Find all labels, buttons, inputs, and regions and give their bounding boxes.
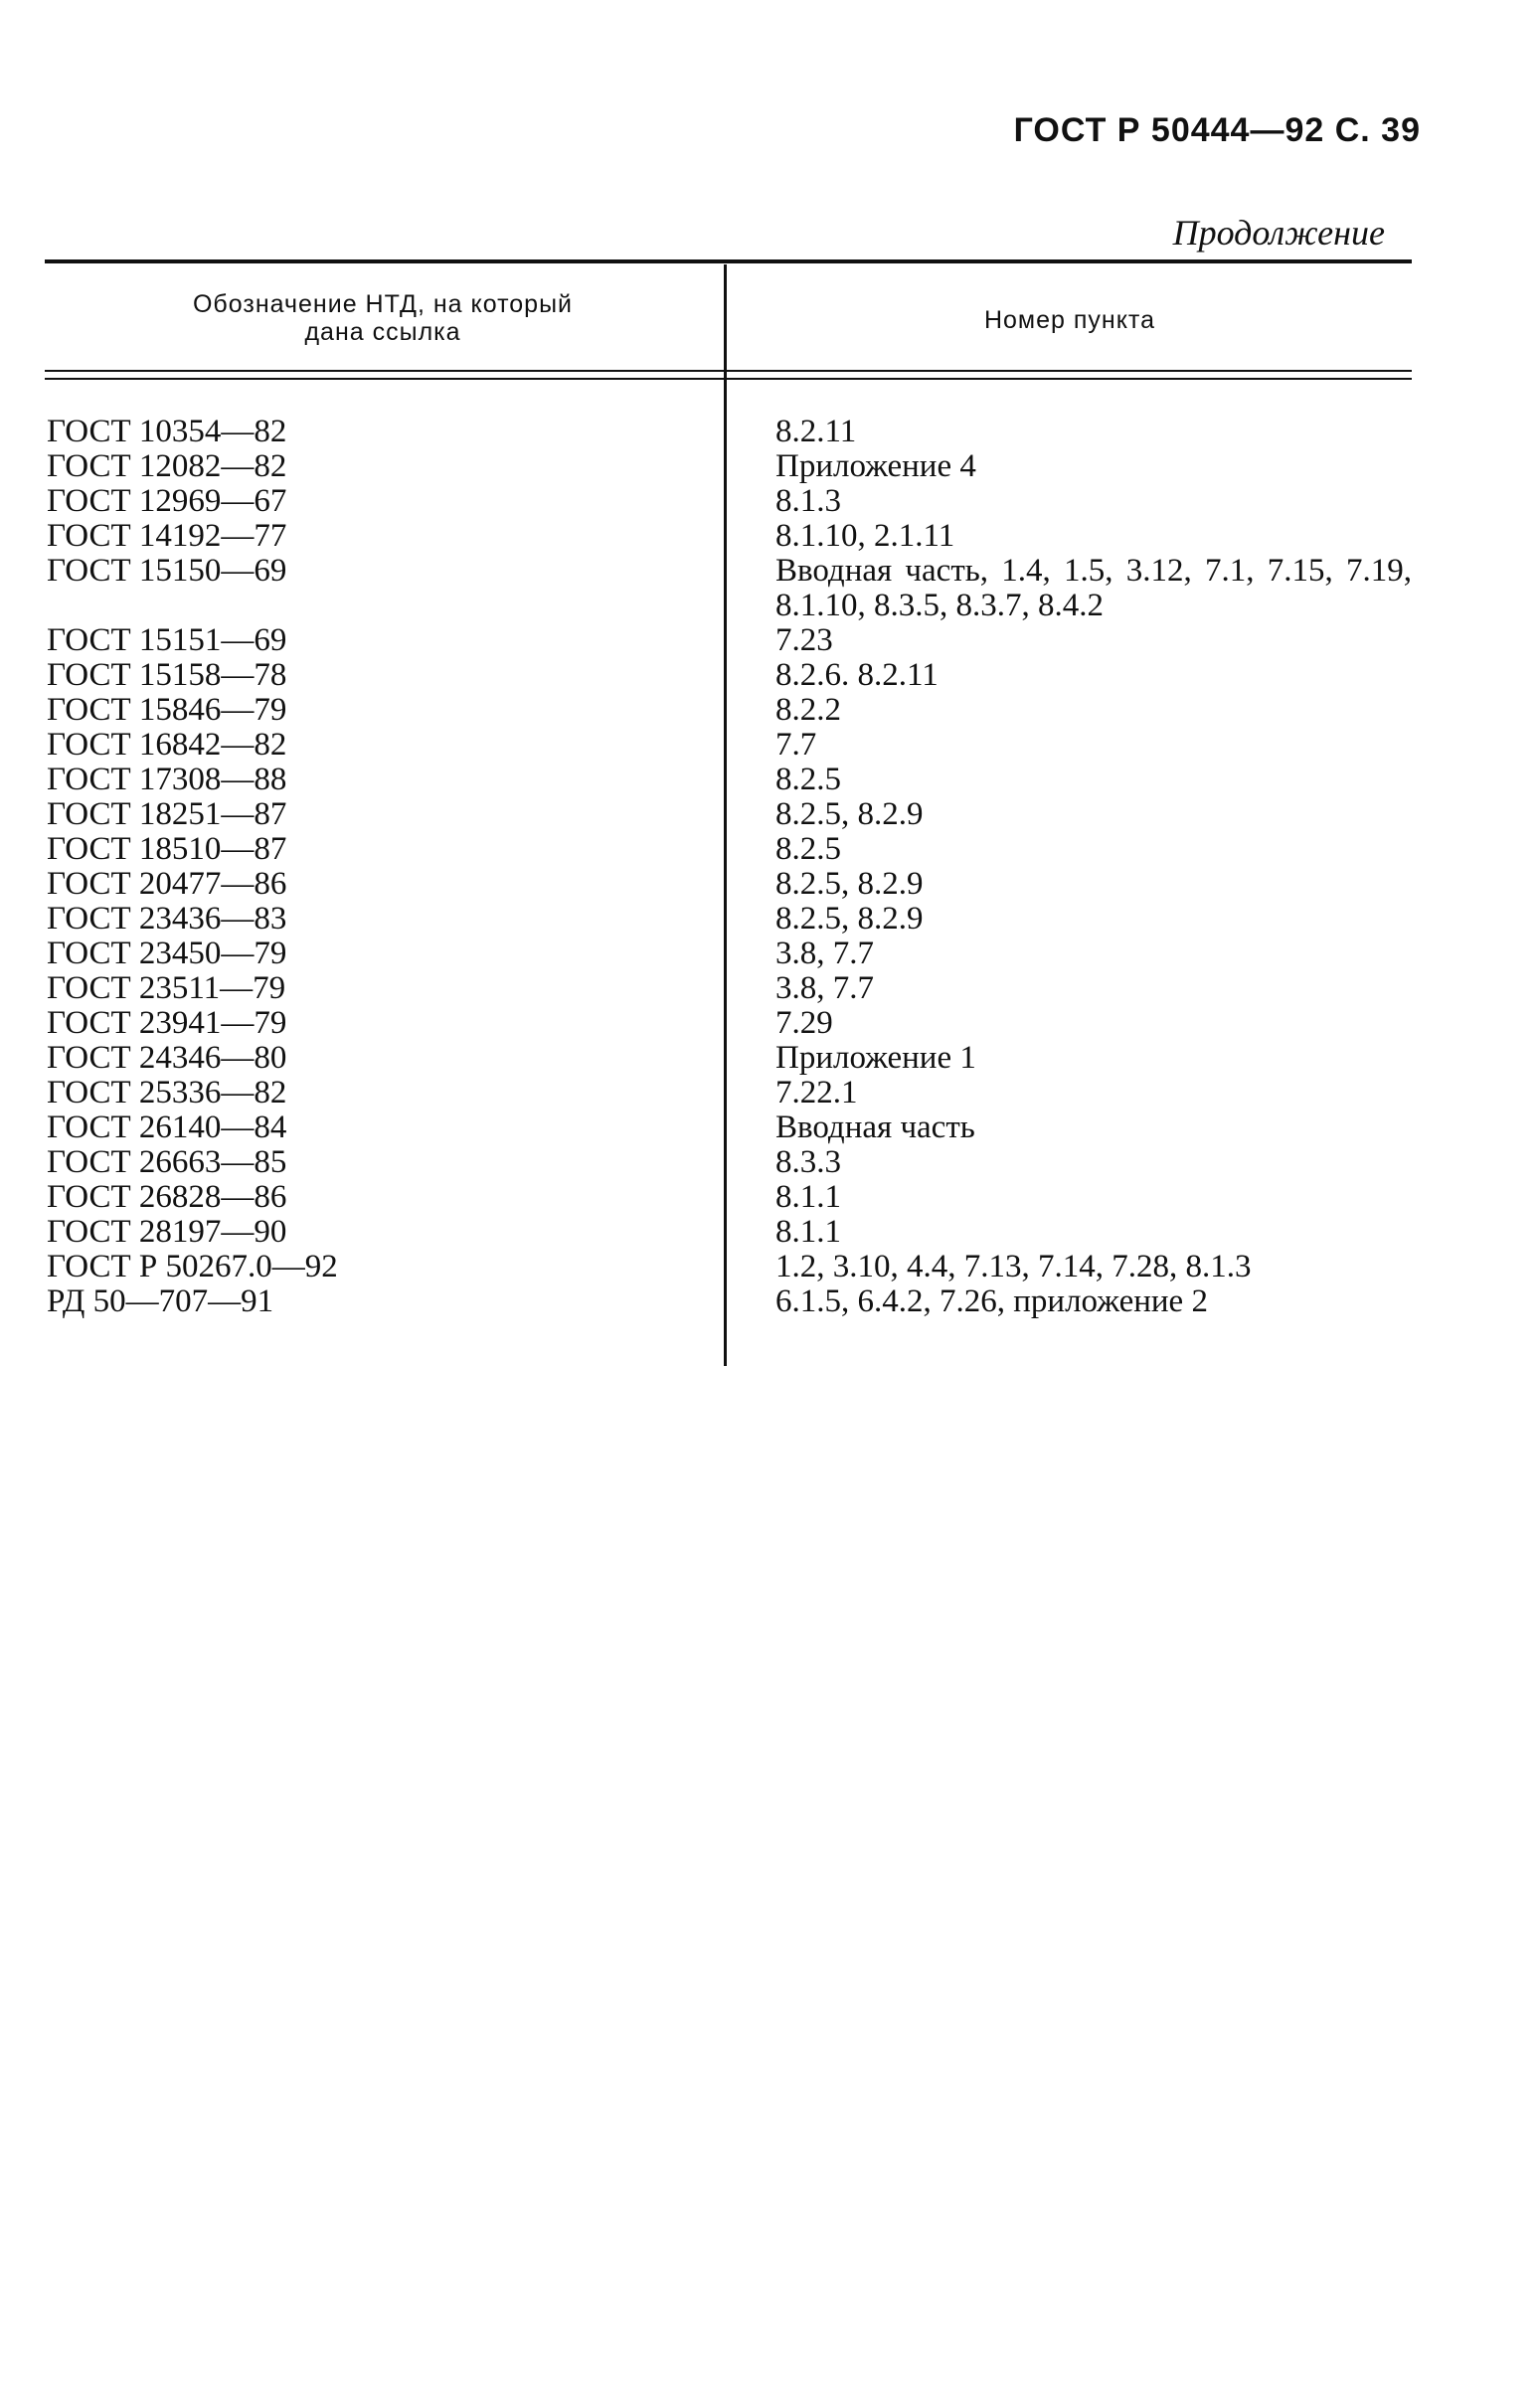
clause-numbers: 8.2.6. 8.2.11	[775, 657, 939, 693]
table-row	[0, 658, 1540, 693]
header-rule-upper	[45, 370, 1412, 372]
table-row	[0, 1180, 1540, 1215]
document-designation: ГОСТ 26663—85	[47, 1144, 287, 1180]
table-row	[0, 1041, 1540, 1076]
header-rule-lower	[45, 378, 1412, 380]
table-row	[0, 832, 1540, 867]
clause-numbers: Приложение 4	[775, 448, 976, 484]
table-row	[0, 519, 1540, 554]
column-header-clause: Номер пункта	[983, 306, 1156, 334]
clause-numbers: 8.1.10, 2.1.11	[775, 518, 955, 554]
table-row	[0, 763, 1540, 797]
document-designation: ГОСТ 24346—80	[47, 1040, 287, 1076]
table-row	[0, 902, 1540, 937]
document-designation: ГОСТ 16842—82	[47, 727, 287, 763]
table-row	[0, 937, 1540, 971]
clause-numbers: 7.7	[775, 727, 817, 763]
clause-numbers: 6.1.5, 6.4.2, 7.26, приложение 2	[775, 1283, 1208, 1319]
column-header-document-line1: Обозначение НТД, на который	[192, 290, 574, 318]
column-header-document-line2: дана ссылка	[304, 318, 461, 346]
table-top-rule	[45, 259, 1412, 263]
page-header: ГОСТ Р 50444—92 С. 39	[1013, 111, 1421, 149]
document-designation: ГОСТ 18510—87	[47, 831, 287, 867]
document-designation: ГОСТ 23941—79	[47, 1005, 287, 1041]
clause-numbers: 8.2.2	[775, 692, 841, 728]
table-row	[0, 797, 1540, 832]
clause-numbers: Вводная часть	[775, 1110, 975, 1145]
table-row	[0, 415, 1540, 449]
document-designation: ГОСТ Р 50267.0—92	[47, 1249, 338, 1284]
clause-numbers: 7.22.1	[775, 1075, 858, 1110]
table-row	[0, 728, 1540, 763]
clause-numbers: 8.2.5, 8.2.9	[775, 901, 924, 937]
clause-numbers: 1.2, 3.10, 4.4, 7.13, 7.14, 7.28, 8.1.3	[775, 1249, 1252, 1284]
clause-numbers: 7.29	[775, 1005, 833, 1041]
table-row	[0, 554, 1540, 623]
table-row	[0, 1076, 1540, 1110]
table-row	[0, 1215, 1540, 1250]
table-row	[0, 1110, 1540, 1145]
table-row	[0, 1284, 1540, 1319]
table-row	[0, 867, 1540, 902]
clause-numbers: Вводная часть, 1.4, 1.5, 3.12, 7.1, 7.15, 7.19, 8.1.10, 8.3.5, 8.3.7, 8.4.2	[775, 553, 1412, 623]
clause-numbers: Приложение 1	[775, 1040, 976, 1076]
document-designation: ГОСТ 26140—84	[47, 1110, 287, 1145]
clause-numbers: 3.8, 7.7	[775, 970, 874, 1006]
document-designation: ГОСТ 20477—86	[47, 866, 287, 902]
clause-numbers: 3.8, 7.7	[775, 936, 874, 971]
clause-numbers: 8.2.5	[775, 831, 841, 867]
clause-numbers: 8.1.1	[775, 1179, 841, 1215]
document-designation: ГОСТ 12969—67	[47, 483, 287, 519]
document-designation: ГОСТ 23450—79	[47, 936, 287, 971]
document-designation: ГОСТ 23436—83	[47, 901, 287, 937]
document-designation: ГОСТ 15846—79	[47, 692, 287, 728]
table-row	[0, 449, 1540, 484]
clause-numbers: 8.1.3	[775, 483, 841, 519]
document-designation: РД 50—707—91	[47, 1283, 274, 1319]
table-row	[0, 1250, 1540, 1284]
document-designation: ГОСТ 18251—87	[47, 796, 287, 832]
clause-numbers: 8.2.5, 8.2.9	[775, 796, 924, 832]
document-designation: ГОСТ 28197—90	[47, 1214, 287, 1250]
table-row	[0, 623, 1540, 658]
table-row	[0, 693, 1540, 728]
table-row	[0, 1006, 1540, 1041]
document-designation: ГОСТ 10354—82	[47, 414, 287, 449]
clause-numbers: 8.2.11	[775, 414, 857, 449]
reference-table-body	[0, 415, 1540, 1319]
document-designation: ГОСТ 25336—82	[47, 1075, 287, 1110]
document-designation: ГОСТ 14192—77	[47, 518, 287, 554]
continuation-label: Продолжение	[1172, 213, 1385, 253]
document-designation: ГОСТ 23511—79	[47, 970, 286, 1006]
clause-numbers: 8.3.3	[775, 1144, 841, 1180]
table-row	[0, 971, 1540, 1006]
document-designation: ГОСТ 15158—78	[47, 657, 287, 693]
table-row	[0, 484, 1540, 519]
document-designation: ГОСТ 17308—88	[47, 762, 287, 797]
clause-numbers: 8.2.5	[775, 762, 841, 797]
table-row	[0, 1145, 1540, 1180]
document-designation: ГОСТ 12082—82	[47, 448, 287, 484]
clause-numbers: 7.23	[775, 622, 833, 658]
clause-numbers: 8.1.1	[775, 1214, 841, 1250]
document-designation: ГОСТ 26828—86	[47, 1179, 287, 1215]
document-designation: ГОСТ 15150—69	[47, 553, 287, 589]
column-header-document	[45, 290, 721, 346]
clause-numbers: 8.2.5, 8.2.9	[775, 866, 924, 902]
document-designation: ГОСТ 15151—69	[47, 622, 287, 658]
